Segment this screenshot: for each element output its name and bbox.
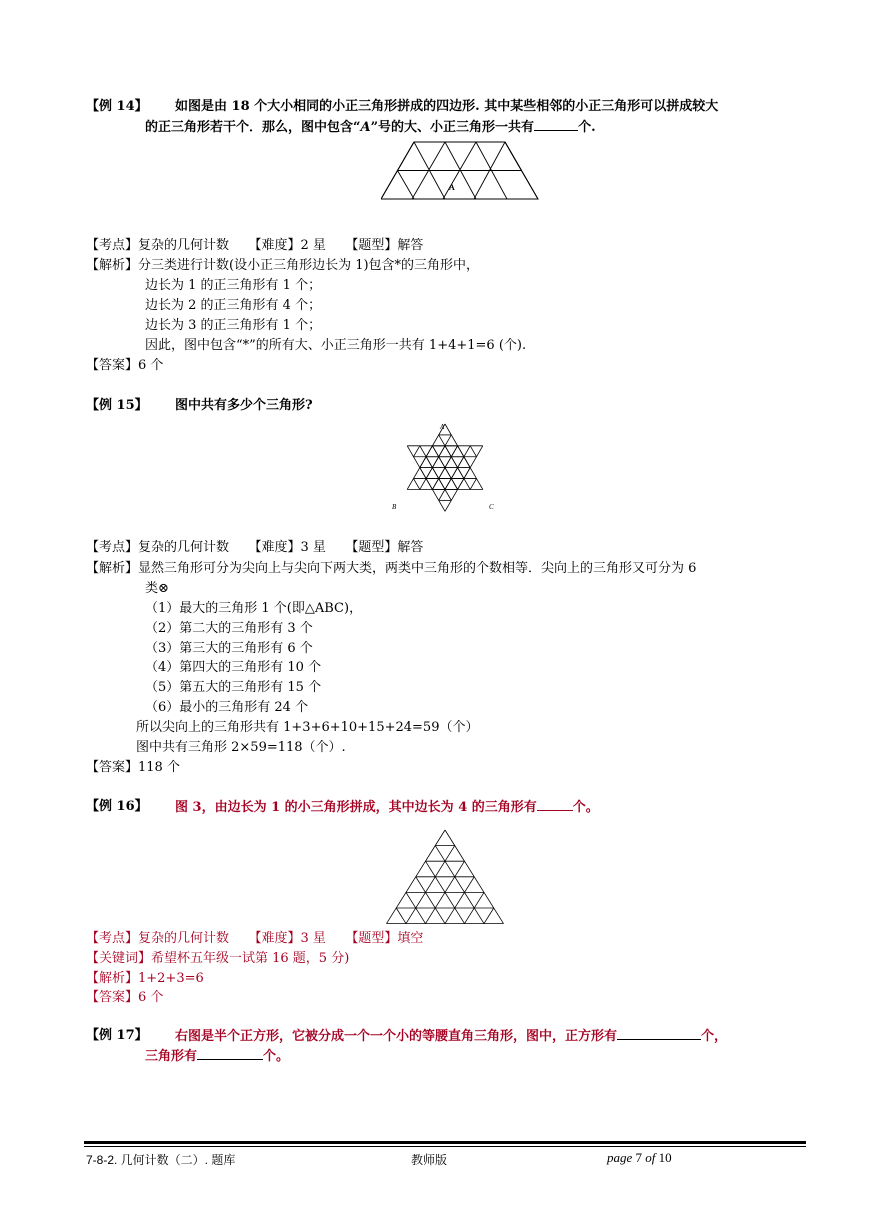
ex17-question-line1: 右图是半个正方形，它被分成一个一个小的等腰直角三角形，图中，正方形有 个， [175,1029,728,1044]
ex15-fig-label-c: C [489,503,494,511]
ex17-label: 【例 17】 [86,1028,148,1043]
footer-edition: 教师版 [411,1153,448,1167]
footer-rule-thick [84,1141,806,1144]
ex15-analysis-7: （6）最小的三角形有 24 个 [145,700,309,715]
ex16-label: 【例 16】 [86,799,148,814]
ex14-fig-label-a: A [449,183,455,192]
ex14-answer: 【答案】6 个 [86,358,164,373]
ex16-keyword: 【关键词】希望杯五年级一试第 16 题，5 分) [86,951,350,966]
ex14-analysis-2: 边长为 2 的正三角形有 4 个； [145,298,322,313]
ex15-fig-label-b: B [392,503,397,511]
ex16-analysis: 【解析】1+2+3=6 [86,971,204,986]
ex16-question: 图 3，由边长为 1 的小三角形拼成，其中边长为 4 的三角形有 个。 [175,800,599,815]
ex15-analysis-2: （1）最大的三角形 1 个(即△ABC)， [145,601,363,616]
ex15-analysis-0: 【解析】显然三角形可分为尖向上与尖向下两大类，两类中三角形的个数相等．尖向上的三角形又可分为 6 [86,561,697,576]
ex14-question-line2: 的正三角形若干个．那么，图中包含“A”号的大、小正三角形一共有 个. [145,120,596,135]
ex14-question-line1: 如图是由 18 个大小相同的小正三角形拼成的四边形. 其中某些相邻的小正三角形可以拼成较大 [175,99,719,114]
ex15-analysis-9: 图中共有三角形 2×59=118（个）. [136,740,346,755]
ex15-meta: 【考点】复杂的几何计数 【难度】3 星 【题型】解答 [86,540,424,555]
ex15-analysis-8: 所以尖向上的三角形共有 1+3+6+10+15+24=59（个） [136,720,479,735]
ex15-analysis-5: （4）第四大的三角形有 10 个 [145,660,322,675]
ex16-meta: 【考点】复杂的几何计数 【难度】3 星 【题型】填空 [86,931,424,946]
footer-source: 7-8-2. 几何计数（二）. 题库 [86,1153,236,1167]
ex15-analysis-3: （2）第二大的三角形有 3 个 [145,621,313,636]
ex16-triangle-figure [385,829,505,925]
ex17-question-line2: 三角形有 个。 [145,1049,290,1064]
ex14-analysis-0: 【解析】分三类进行计数(设小正三角形边长为 1)包含*的三角形中， [86,258,480,273]
ex15-fig-label-a: A [440,423,445,431]
ex14-label: 【例 14】 [86,99,148,114]
ex15-question: 图中共有多少个三角形? [175,398,313,413]
ex15-analysis-6: （5）第五大的三角形有 15 个 [145,680,322,695]
ex14-analysis-1: 边长为 1 的正三角形有 1 个； [145,278,322,293]
ex15-star-figure [388,420,502,536]
ex14-analysis-4: 因此，图中包含“*”的所有大、小正三角形一共有 1+4+1=6 (个). [145,338,527,353]
footer-rule-thin [84,1146,806,1147]
footer-page-number: page 7 of 10 [607,1150,672,1165]
ex15-label: 【例 15】 [86,398,148,413]
ex14-meta: 【考点】复杂的几何计数 【难度】2 星 【题型】解答 [86,238,424,253]
ex16-answer: 【答案】6 个 [86,990,164,1005]
ex15-analysis-4: （3）第三大的三角形有 6 个 [145,641,313,656]
ex15-analysis-1: 类⊗ [145,581,169,596]
ex14-analysis-3: 边长为 3 的正三角形有 1 个； [145,318,322,333]
ex15-answer: 【答案】118 个 [86,760,180,775]
ex14-rhombus-figure [381,141,539,201]
